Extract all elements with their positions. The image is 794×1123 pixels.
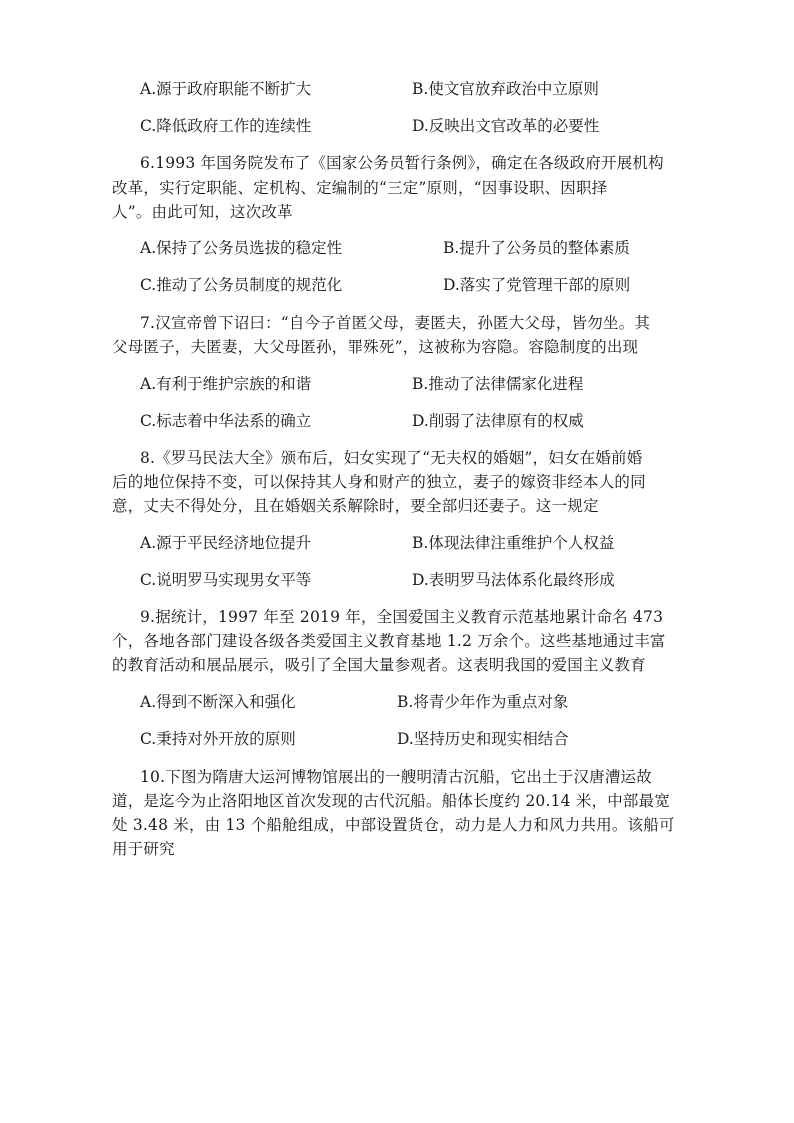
q7-stem-line-2: 父母匿子，夫匿妻，大父母匿孙，罪殊死”，这被称为容隐。容隐制度的出现 xyxy=(112,338,639,356)
q8-option-d: D.表明罗马法体系化最终形成 xyxy=(412,571,615,589)
q5-option-b: B.使文官放弃政治中立原则 xyxy=(412,80,599,98)
q7-option-c: C.标志着中华法系的确立 xyxy=(140,412,312,430)
q7-option-d: D.削弱了法律原有的权威 xyxy=(412,412,584,430)
q9-stem-line-3: 的教育活动和展品展示，吸引了全国大量参观者。这表明我国的爱国主义教育 xyxy=(112,656,646,674)
q6-stem-line-3: 人”。由此可知，这次改革 xyxy=(112,203,293,221)
q9-option-b: B.将青少年作为重点对象 xyxy=(397,693,569,711)
q6-option-d: D.落实了党管理干部的原则 xyxy=(443,276,631,294)
q9-stem-line-2: 个，各地各部门建设各级各类爱国主义教育基地 1.2 万余个。这些基地通过丰富 xyxy=(112,632,666,650)
q6-stem-line-2: 改革，实行定职能、定机构、定编制的“三定”原则，“因事设职、因职择 xyxy=(112,179,608,197)
q7-stem-line-1: 7.汉宣帝曾下诏曰：“自今子首匿父母，妻匿夫，孙匿大父母，皆勿坐。其 xyxy=(140,314,651,332)
q9-option-c: C.秉持对外开放的原则 xyxy=(140,730,296,748)
q9-stem-line-1: 9.据统计，1997 年至 2019 年，全国爱国主义教育示范基地累计命名 473 xyxy=(140,608,664,626)
q6-stem-line-1: 6.1993 年国务院发布了《国家公务员暂行条例》，确定在各级政府开展机构 xyxy=(140,154,664,172)
q8-option-a: A.源于平民经济地位提升 xyxy=(140,534,312,552)
q6-option-b: B.提升了公务员的整体素质 xyxy=(443,239,630,257)
q8-option-b: B.体现法律注重维护个人权益 xyxy=(412,534,615,552)
q5-option-d: D.反映出文官改革的必要性 xyxy=(412,117,600,135)
q9-option-d: D.坚持历史和现实相结合 xyxy=(397,730,569,748)
q6-option-c: C.推动了公务员制度的规范化 xyxy=(140,276,343,294)
q5-option-c: C.降低政府工作的连续性 xyxy=(140,117,312,135)
q5-option-a: A.源于政府职能不断扩大 xyxy=(140,80,312,98)
q10-stem-line-1: 10.下图为隋唐大运河博物馆展出的一艘明清古沉船，它出土于汉唐漕运故 xyxy=(140,768,652,786)
q8-option-c: C.说明罗马实现男女平等 xyxy=(140,571,312,589)
q8-stem-line-1: 8.《罗马民法大全》颁布后，妇女实现了“无夫权的婚姻”，妇女在婚前婚 xyxy=(140,449,643,467)
q9-option-a: A.得到不断深入和强化 xyxy=(140,693,296,711)
q7-option-a: A.有利于维护宗族的和谐 xyxy=(140,375,312,393)
q10-stem-line-4: 用于研究 xyxy=(112,840,175,858)
q8-stem-line-2: 后的地位保持不变，可以保持其人身和财产的独立，妻子的嫁资非经本人的同 xyxy=(112,473,646,491)
q7-option-b: B.推动了法律儒家化进程 xyxy=(412,375,584,393)
q10-stem-line-3: 处 3.48 米，由 13 个船舱组成，中部设置货仓，动力是人力和风力共用。该船可 xyxy=(112,816,675,834)
q6-option-a: A.保持了公务员选拔的稳定性 xyxy=(140,239,343,257)
q10-stem-line-2: 道，是迄今为止洛阳地区首次发现的古代沉船。船体长度约 20.14 米，中部最宽 xyxy=(112,792,671,810)
q8-stem-line-3: 意，丈夫不得处分，且在婚姻关系解除时，要全部归还妻子。这一规定 xyxy=(112,497,599,515)
